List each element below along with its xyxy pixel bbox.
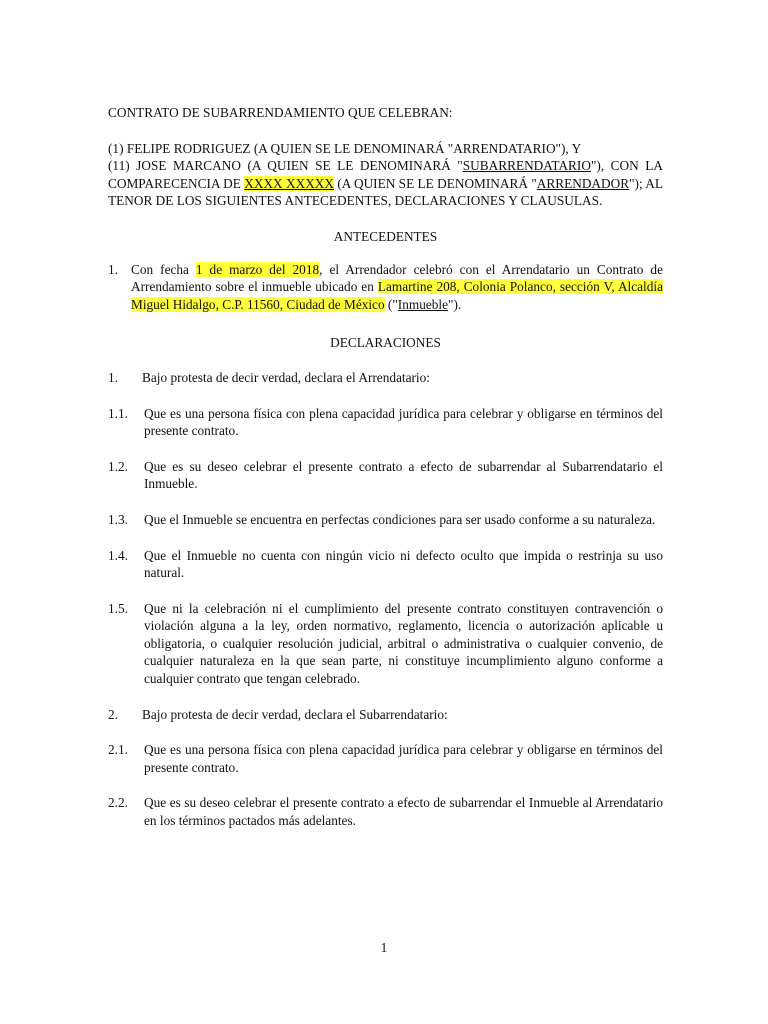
page-number: 1	[380, 940, 388, 955]
party-1: (1) FELIPE RODRIGUEZ (A QUIEN SE LE DENOMINARÁ "ARRENDATARIO"), Y	[108, 140, 582, 156]
declaracion-item	[108, 794, 663, 829]
item-text: Que es una persona física con plena capacidad jurídica para celebrar y obligarse en términos del presente contrato.	[144, 405, 663, 439]
item-text: Que es su deseo celebrar el presente contrato a efecto de subarrendar el Inmueble al Arrendatario en los términos pactados más adelantes.	[144, 795, 663, 829]
section-number: 1.	[108, 369, 118, 385]
declaracion-item	[108, 405, 663, 440]
antecedente-text	[131, 261, 663, 314]
section-number: 2.	[108, 706, 118, 722]
antecedente-text-d: ").	[448, 296, 462, 312]
item-number: 2.1.	[108, 742, 128, 758]
party-2	[108, 157, 663, 210]
party-2-text-d: "); AL TENOR DE LOS SIGUIENTES ANTECEDENTES, DECLARACIONES Y CLAUSULAS.	[108, 175, 663, 209]
antecedente-text-b: , el Arrendador celebró con el Arrendatario un Contrato de Arrendamiento sobre el inmueble ubicado en	[131, 261, 663, 295]
inmueble-term: Inmueble	[397, 296, 449, 312]
antecedentes-heading: ANTECEDENTES	[333, 228, 438, 244]
contract-date: 1 de marzo del 2018	[195, 261, 320, 277]
contract-title: CONTRATO DE SUBARRENDAMIENTO QUE CELEBRAN:	[108, 105, 453, 120]
declaracion-section-2	[108, 706, 663, 724]
item-text: Que ni la celebración ni el cumplimiento del presente contrato constituyen contravención o violación alguna a la ley, orden normativo, reglamento, licencia o autorización aplicable u obligatoria, o cualquier resolución judicial, arbitral o administrativa o cualquier convenio, de cualquier naturaleza en la que sean parte, ni constituye incumplimiento alguno conforme a cualquier contrato que tengan celebrado.	[144, 600, 663, 687]
item-number: 1.4.	[108, 547, 128, 563]
antecedente-item	[108, 261, 663, 314]
item-number: 2.2.	[108, 795, 128, 811]
declaracion-item	[108, 458, 663, 493]
item-text: Que es su deseo celebrar el presente contrato a efecto de subarrendar al Subarrendatario el Inmueble.	[144, 458, 663, 492]
declaracion-section-1	[108, 369, 663, 387]
parties-block	[108, 140, 663, 210]
antecedente-text-a: Con fecha	[131, 261, 196, 277]
declaraciones-heading: DECLARACIONES	[330, 335, 441, 351]
arrendador-name-placeholder: XXXX XXXXX	[244, 175, 334, 191]
item-number: 1.5.	[108, 600, 128, 616]
item-number: 1.2.	[108, 458, 128, 474]
declaracion-item	[108, 741, 663, 776]
item-text: Que es una persona física con plena capacidad jurídica para celebrar y obligarse en términos del presente contrato.	[144, 742, 663, 775]
antecedente-text-c: ("	[384, 296, 398, 312]
item-text: Que el Inmueble no cuenta con ningún vicio ni defecto oculto que impida o restrinja su uso natural.	[144, 547, 663, 581]
property-address: Lamartine 208, Colonia Polanco, sección V, Alcaldía Miguel Hidalgo, C.P. 11560, Ciudad de México	[131, 279, 663, 312]
item-text: Que el Inmueble se encuentra en perfectas condiciones para ser usado conforme a su naturaleza.	[144, 511, 656, 527]
subarrendatario-term: SUBARRENDATARIO	[462, 158, 591, 174]
item-number: 1.3.	[108, 511, 128, 527]
antecedente-number: 1.	[108, 261, 118, 277]
declaracion-item	[108, 600, 663, 688]
declaracion-item	[108, 511, 663, 529]
item-number: 1.1.	[108, 405, 128, 421]
party-2-text-b: "), CON LA COMPARECENCIA DE	[108, 158, 663, 191]
declaracion-item	[108, 547, 663, 582]
party-2-text-a: (11) JOSE MARCANO (A QUIEN SE LE DENOMINARÁ "	[108, 158, 463, 174]
section-text: Bajo protesta de decir verdad, declara el Subarrendatario:	[142, 706, 448, 722]
section-text: Bajo protesta de decir verdad, declara el Arrendatario:	[142, 369, 430, 385]
party-2-text-c: (A QUIEN SE LE DENOMINARÁ "	[334, 175, 537, 191]
arrendador-term: ARRENDADOR	[536, 175, 630, 191]
